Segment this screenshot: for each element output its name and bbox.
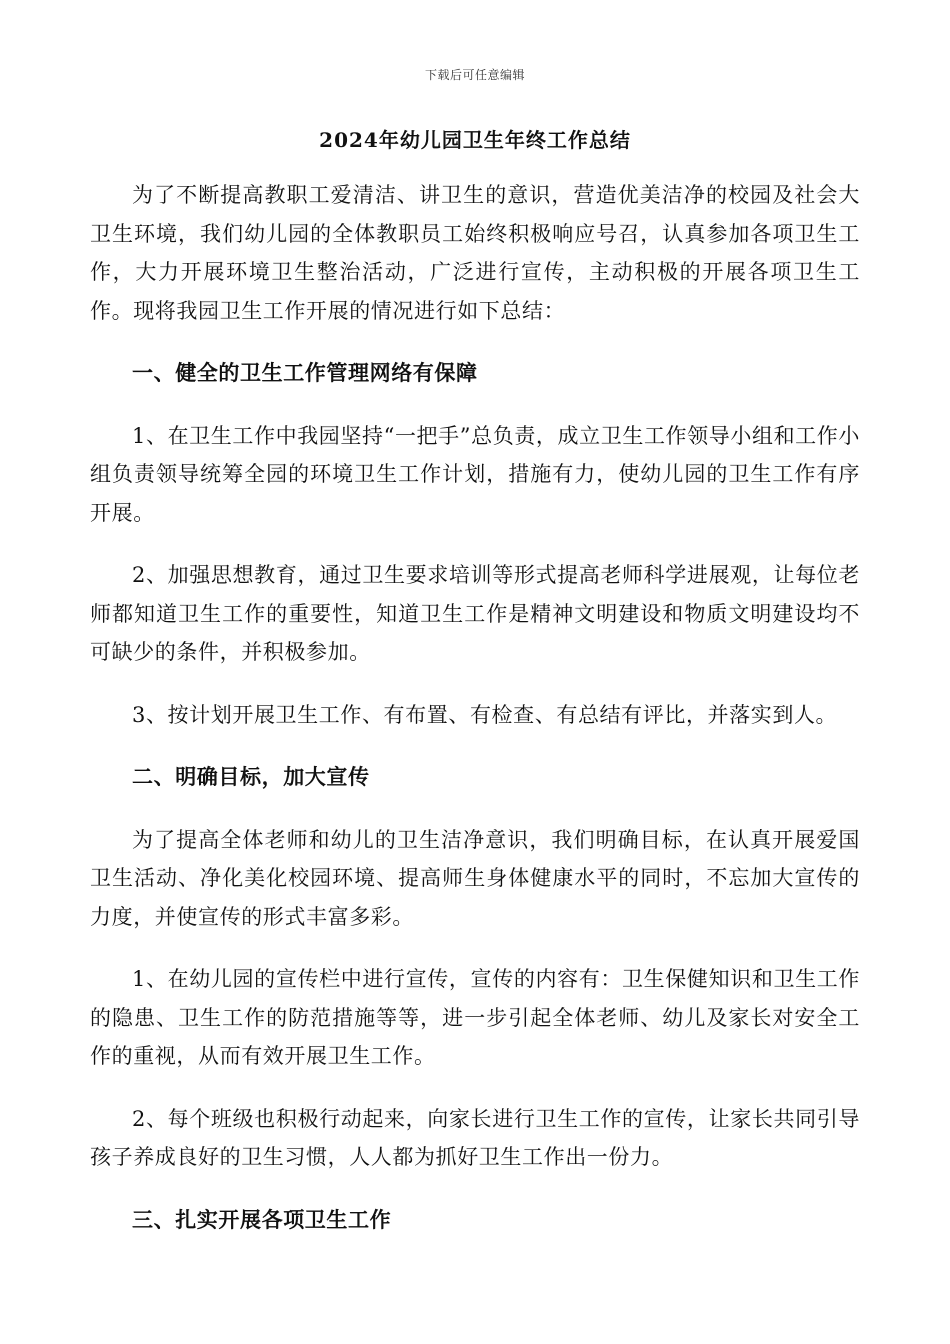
document-title: 2024年幼儿园卫生年终工作总结	[319, 128, 631, 152]
header-note: 下载后可任意编辑	[424, 68, 525, 82]
section-2-paragraph-2: 2、每个班级也积极行动起来，向家长进行卫生工作的宣传，让家长共同引导孩子养成良好的卫生习惯，人人都为抓好卫生工作出一份力。	[90, 1106, 860, 1169]
document-body	[90, 176, 860, 1239]
section-1-paragraph-2: 2、加强思想教育，通过卫生要求培训等形式提高老师科学进展观，让每位老师都知道卫生工作的重要性，知道卫生工作是精神文明建设和物质文明建设均不可缺少的条件，并积极参加。	[90, 563, 860, 664]
section-3-heading: 三、扎实开展各项卫生工作	[132, 1206, 392, 1232]
section-1-paragraph-3: 3、按计划开展卫生工作、有布置、有检查、有总结有评比，并落实到人。	[132, 702, 838, 727]
section-1-paragraph-1: 1、在卫生工作中我园坚持“一把手”总负责，成立卫生工作领导小组和工作小组负责领导统筹全园的环境卫生工作计划，措施有力，使幼儿园的卫生工作有序开展。	[90, 423, 860, 525]
section-2-heading: 二、明确目标，加大宣传	[132, 764, 370, 789]
section-2-paragraph-1: 1、在幼儿园的宣传栏中进行宣传，宣传的内容有：卫生保健知识和卫生工作的隐患、卫生工作的防范措施等等，进一步引起全体老师、幼儿及家长对安全工作的重视，从而有效开展卫生工作。	[90, 967, 860, 1068]
section-1-heading: 一、健全的卫生工作管理网络有保障	[132, 360, 478, 385]
section-2-intro: 为了提高全体老师和幼儿的卫生洁净意识，我们明确目标，在认真开展爱国卫生活动、净化美化校园环境、提高师生身体健康水平的同时，不忘加大宣传的力度，并使宣传的形式丰富多彩。	[90, 827, 860, 929]
intro-paragraph: 为了不断提高教职工爱清洁、讲卫生的意识，营造优美洁净的校园及社会大卫生环境，我们幼儿园的全体教职员工始终积极响应号召，认真参加各项卫生工作，大力开展环境卫生整治活动，广泛进行宣传，主动积极的开展各项卫生工作。现将我园卫生工作开展的情况进行如下总结：	[90, 183, 860, 323]
